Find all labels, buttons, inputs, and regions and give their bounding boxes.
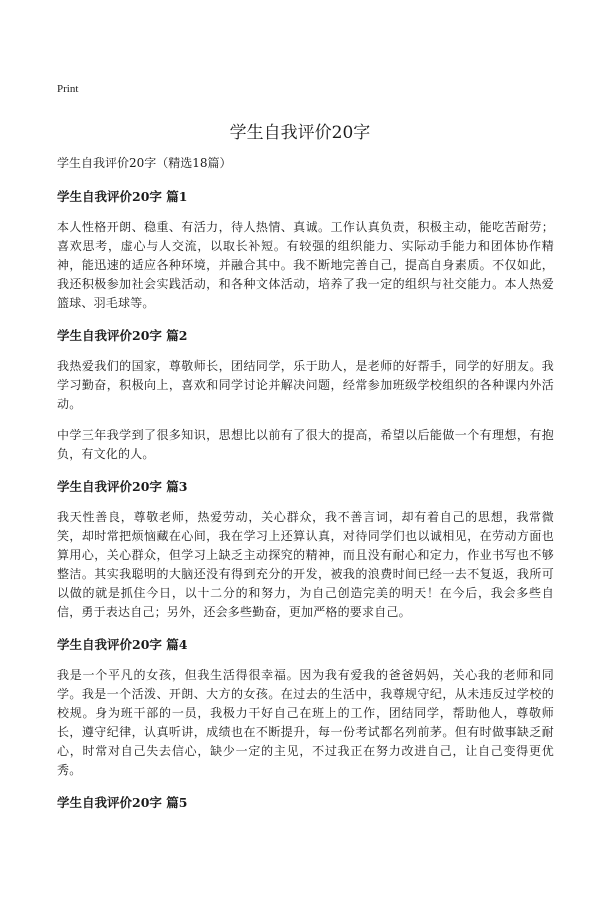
section-paragraph: 中学三年我学到了很多知识，思想比以前有了很大的提高，希望以后能做一个有理想，有抱负，有文化的人。 [57, 428, 554, 461]
section-1 [57, 188, 554, 313]
section-paragraph: 本人性格开朗、稳重、有活力，待人热情、真诚。工作认真负责，积极主动，能吃苦耐劳；喜欢思考，虚心与人交流，以取长补短。有较强的组织能力、实际动手能力和团体协作精神，能迅速的适应各种环境，并融合其中。我不断地完善自己，提高自身素质。不仅如此，我还积极参加社会实践活动，和各种文体活动，培养了我一定的组织与社交能力。本人热爱篮球、羽毛球等。 [57, 220, 554, 310]
section-heading: 学生自我评价20字 篇3 [57, 479, 188, 494]
print-label: Print [57, 83, 79, 95]
document-subtitle: 学生自我评价20字（精选18篇） [57, 156, 232, 170]
section-heading: 学生自我评价20字 篇1 [57, 189, 188, 204]
section-heading: 学生自我评价20字 篇5 [57, 795, 188, 810]
section-heading: 学生自我评价20字 篇4 [57, 637, 188, 652]
section-paragraph: 我天性善良，尊敬老师，热爱劳动，关心群众，我不善言词，却有着自己的思想，我常微笑，却时常把烦恼藏在心间，我在学习上还算认真，对待同学们也以诚相见，在劳动方面也算用心，关心群众，但学习上缺乏主动探究的精神，而且没有耐心和定力，作业书写也不够整洁。其实我聪明的大脑还没有得到充分的开发，被我的浪费时间已经一去不复返，我所可以做的就是抓住今日，以十二分的和努力，为自己创造完美的明天！在今后，我会多些自信，勇于表达自己；另外，还会多些勤奋，更加严格的要求自己。 [57, 510, 554, 619]
section-3 [57, 478, 554, 622]
section-4 [57, 636, 554, 780]
section-paragraph: 我热爱我们的国家，尊敬师长，团结同学，乐于助人，是老师的好帮手，同学的好朋友。我学习勤奋，积极向上，喜欢和同学讨论并解决问题，经常参加班级学校组织的各种课内外活动。 [57, 359, 554, 411]
page-title: 学生自我评价20字 [229, 123, 371, 143]
section-heading: 学生自我评价20字 篇2 [57, 328, 188, 343]
document-body [57, 154, 554, 824]
section-5 [57, 794, 554, 812]
section-2 [57, 327, 554, 464]
section-paragraph: 我是一个平凡的女孩，但我生活得很幸福。因为我有爱我的爸爸妈妈，关心我的老师和同学。我是一个活泼、开朗、大方的女孩。在过去的生活中，我尊规守纪，从未违反过学校的校规。身为班干部的一员，我极力干好自己在班上的工作，团结同学，帮助他人，尊敬师长，遵守纪律，认真听讲，成绩也在不断提升，每一份考试都名列前茅。但有时做事缺乏耐心，时常对自己失去信心，缺少一定的主见，不过我正在努力改进自己，让自己变得更优秀。 [57, 668, 554, 777]
